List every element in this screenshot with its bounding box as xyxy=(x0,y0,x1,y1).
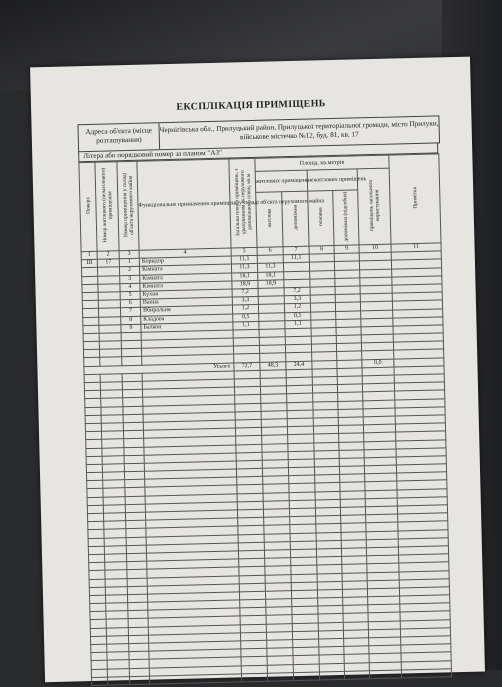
header-nonresidential: нежитлових приміщень xyxy=(307,169,357,191)
part-cell: 3 xyxy=(120,275,140,284)
header-common: приміщень загального користування xyxy=(367,179,381,231)
header-area-group: Площа, кв.метрів xyxy=(255,155,389,171)
room-name-cell: Кімната xyxy=(140,273,232,283)
living-area-cell: 18,1 xyxy=(258,271,284,280)
aux-area-cell: 11,1 xyxy=(283,254,309,263)
empty-cell xyxy=(91,677,107,686)
totals-living: 48,3 xyxy=(260,361,286,370)
part-cell: 5 xyxy=(120,291,140,300)
room-name-cell: Ванна xyxy=(140,297,232,307)
part-cell: 8 xyxy=(121,316,141,325)
room-name-cell: Балкон xyxy=(141,322,233,332)
room-name-cell: Коридор xyxy=(139,256,231,266)
empty-cell xyxy=(369,670,401,679)
header-aux2: допоміжна (підсобна) xyxy=(342,191,350,242)
header-living: житлова xyxy=(266,208,273,228)
document-page xyxy=(30,57,485,683)
empty-cell xyxy=(344,671,369,680)
total-area-cell: 11,1 xyxy=(231,256,257,265)
empty-cell xyxy=(267,672,293,681)
colnum-cell: 7 xyxy=(283,246,309,255)
empty-cell xyxy=(107,676,129,685)
room-name-cell: Кімната xyxy=(139,264,231,274)
totals-aux: 24,4 xyxy=(286,361,312,370)
header-note: Примітка xyxy=(411,186,419,209)
header-main: основна xyxy=(317,207,325,227)
room-name-cell: Кухня xyxy=(140,289,232,299)
part-cell: 7 xyxy=(120,308,140,317)
empty-cell xyxy=(319,671,344,680)
empty-cell xyxy=(149,674,241,684)
header-floor: Поверх xyxy=(84,196,92,215)
header-residential: житлових приміщень xyxy=(255,170,307,192)
part-cell: 1 xyxy=(119,258,139,267)
aux-area-cell: 1,2 xyxy=(284,303,310,312)
living-area-cell: 18,9 xyxy=(258,279,284,288)
room-cell: 17 xyxy=(97,259,119,268)
colnum-cell: 8 xyxy=(309,246,334,255)
colnum-cell: 5 xyxy=(231,247,257,256)
total-area-cell: 0,5 xyxy=(233,313,259,322)
room-name-cell: Кімната xyxy=(140,281,232,291)
colnum-cell: 6 xyxy=(257,247,283,256)
living-area-cell: 11,3 xyxy=(257,263,283,272)
aux-area-cell: 0,5 xyxy=(285,312,311,321)
total-area-cell: 18,9 xyxy=(232,280,258,289)
document-title: ЕКСПЛІКАЦІЯ ПРИМІЩЕНЬ xyxy=(176,98,326,113)
litera-line: Літера або порядковий номер за планом "А3" xyxy=(78,142,438,162)
total-area-cell: 1,2 xyxy=(232,305,258,314)
colnum-cell: 2 xyxy=(97,251,119,260)
colnum-cell: 10 xyxy=(359,244,391,253)
totals-label: Усього xyxy=(84,363,234,375)
part-cell: 4 xyxy=(120,283,140,292)
total-area-cell: 7,2 xyxy=(232,288,258,297)
empty-cell xyxy=(401,669,451,678)
address-value: Чернігівська обл., Прилуцький район, Прилуцької територіальної громади, місто Прилуки, військове містечко №12, буд. 81, кв. 17 xyxy=(159,119,439,142)
explication-table xyxy=(78,153,452,686)
part-cell: 9 xyxy=(121,324,141,333)
colnum-cell: 9 xyxy=(334,245,359,254)
address-label: Адреса об'єкта (місце розташування) xyxy=(78,123,160,151)
empty-cell xyxy=(293,672,319,681)
header-total-area: Загальна площа приміщень, з урахуванням як нерухомого допоміжного площ, кв.м xyxy=(233,167,253,236)
colnum-cell: 11 xyxy=(391,243,441,252)
totals-common: 0,0 xyxy=(362,359,394,368)
header-part-no: Номер приміщення у складі об'єкта нерухомого майна xyxy=(121,172,135,237)
floor-cell: III xyxy=(81,259,97,268)
empty-cell xyxy=(241,673,267,682)
colnum-cell: 1 xyxy=(81,251,97,260)
header-auxiliary: допоміжна xyxy=(292,204,299,230)
header-function: Функціональне призначення приміщень у складі об'єкта нерухомого майна xyxy=(137,159,231,250)
room-name-cell: Кладова xyxy=(141,313,233,323)
total-area-cell: 3,3 xyxy=(232,296,258,305)
part-cell: 2 xyxy=(119,267,139,276)
header-room-no: Номер житлового (нежитлового) приміщення xyxy=(100,167,114,243)
total-area-cell: 11,3 xyxy=(231,264,257,273)
colnum-cell: 3 xyxy=(119,250,139,259)
aux-area-cell: 1,1 xyxy=(285,320,311,329)
total-area-cell: 1,1 xyxy=(233,321,259,330)
aux-area-cell: 7,2 xyxy=(284,287,310,296)
empty-cell xyxy=(129,676,149,685)
aux-area-cell: 3,3 xyxy=(284,295,310,304)
colnum-cell: 4 xyxy=(139,248,231,258)
totals-total: 72,7 xyxy=(234,362,260,371)
part-cell: 6 xyxy=(120,299,140,308)
room-name-cell: Вбиральня xyxy=(140,305,232,315)
total-area-cell: 18,1 xyxy=(232,272,258,281)
